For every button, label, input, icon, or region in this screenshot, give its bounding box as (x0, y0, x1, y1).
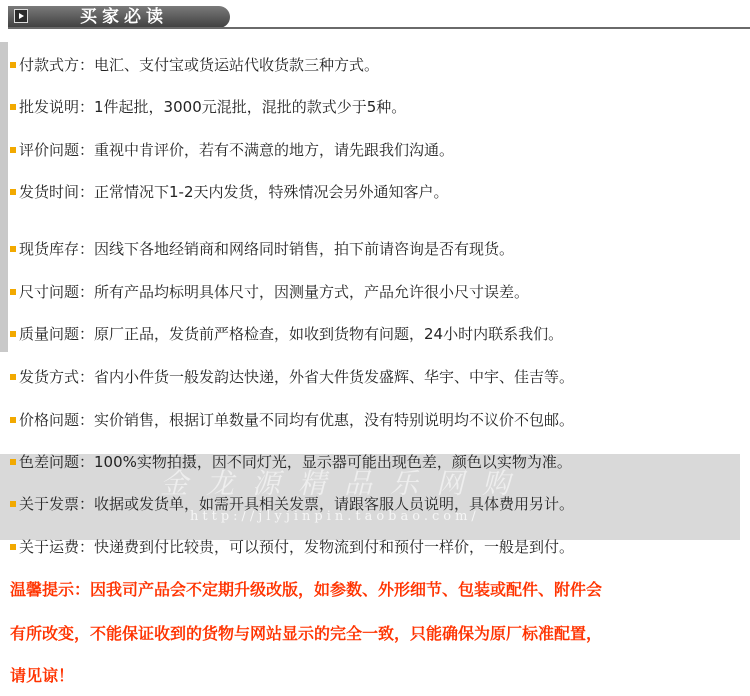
info-row-price (10, 409, 574, 431)
bullet-icon (10, 331, 16, 337)
row-text: 电汇、支付宝或货运站代收货款三种方式。 (94, 56, 380, 74)
info-row-wholesale (10, 96, 406, 118)
row-label: 尺寸问题： (19, 283, 95, 301)
row-text: 重视中肯评价，若有不满意的地方，请先跟我们沟通。 (94, 141, 455, 159)
row-label: 关于发票： (19, 495, 95, 513)
row-label: 批发说明： (19, 98, 95, 116)
row-label: 关于运费： (19, 538, 95, 556)
row-label: 发货方式： (19, 368, 95, 386)
row-label: 色差问题： (19, 453, 95, 471)
row-text: 所有产品均标明具体尺寸，因测量方式，产品允许很小尺寸误差。 (94, 283, 530, 301)
watermark-logo-text: 金龙源精品乐网购 (160, 467, 529, 500)
row-label: 发货时间： (19, 183, 95, 201)
row-text: 1件起批，3000元混批，混批的款式少于5种。 (94, 98, 407, 116)
row-text: 省内小件货一般发韵达快递，外省大件货发盛辉、华宇、中宇、佳吉等。 (94, 368, 575, 386)
bullet-icon (10, 246, 16, 252)
bullet-icon (10, 501, 16, 507)
left-accent-bar (0, 42, 8, 352)
row-text: 因线下各地经销商和网络同时销售，拍下前请咨询是否有现货。 (94, 240, 515, 258)
bullet-icon (10, 147, 16, 153)
row-text: 正常情况下1-2天内发货，特殊情况会另外通知客户。 (94, 183, 449, 201)
row-text: 快递费到付比较贵，可以预付，发物流到付和预付一样价，一般是到付。 (94, 538, 575, 556)
bullet-icon (10, 189, 16, 195)
info-row-ship-time (10, 181, 449, 203)
info-row-freight (10, 536, 574, 558)
play-arrow-icon (14, 9, 28, 23)
row-text: 原厂正品，发货前严格检查，如收到货物有问题，24小时内联系我们。 (94, 325, 564, 343)
row-label: 价格问题： (19, 411, 95, 429)
notice-line-3: 请见谅！ (10, 666, 75, 685)
info-row-payment (10, 54, 379, 76)
bullet-icon (10, 417, 16, 423)
header-divider (8, 27, 750, 29)
notice-line-2: 有所改变，不能保证收到的货物与网站显示的完全一致，只能确保为原厂标准配置， (10, 624, 603, 643)
section-title: 买家必读 (80, 7, 168, 27)
bullet-icon (10, 289, 16, 295)
bullet-icon (10, 374, 16, 380)
row-label: 质量问题： (19, 325, 95, 343)
bullet-icon (10, 104, 16, 110)
bullet-icon (10, 544, 16, 550)
row-text: 实价销售，根据订单数量不同均有优惠，没有特别说明均不议价不包邮。 (94, 411, 575, 429)
info-row-ship-method (10, 366, 574, 388)
info-row-quality (10, 323, 563, 345)
row-label: 付款式方： (19, 56, 95, 74)
watermark-url: http://jlyjinpin.taobao.com/ (190, 509, 480, 524)
info-row-stock (10, 238, 514, 260)
row-label: 评价问题： (19, 141, 95, 159)
row-label: 现货库存： (19, 240, 95, 258)
bullet-icon (10, 459, 16, 465)
bullet-icon (10, 62, 16, 68)
notice-line-1: 温馨提示：因我司产品会不定期升级改版，如参数、外形细节、包装或配件、附件会 (10, 580, 603, 599)
row-text: 收据或发货单，如需开具相关发票，请跟客服人员说明，具体费用另计。 (94, 495, 575, 513)
info-row-review (10, 139, 454, 161)
row-text: 100%实物拍摄，因不同灯光，显示器可能出现色差，颜色以实物为准。 (94, 453, 572, 471)
info-row-size (10, 281, 529, 303)
